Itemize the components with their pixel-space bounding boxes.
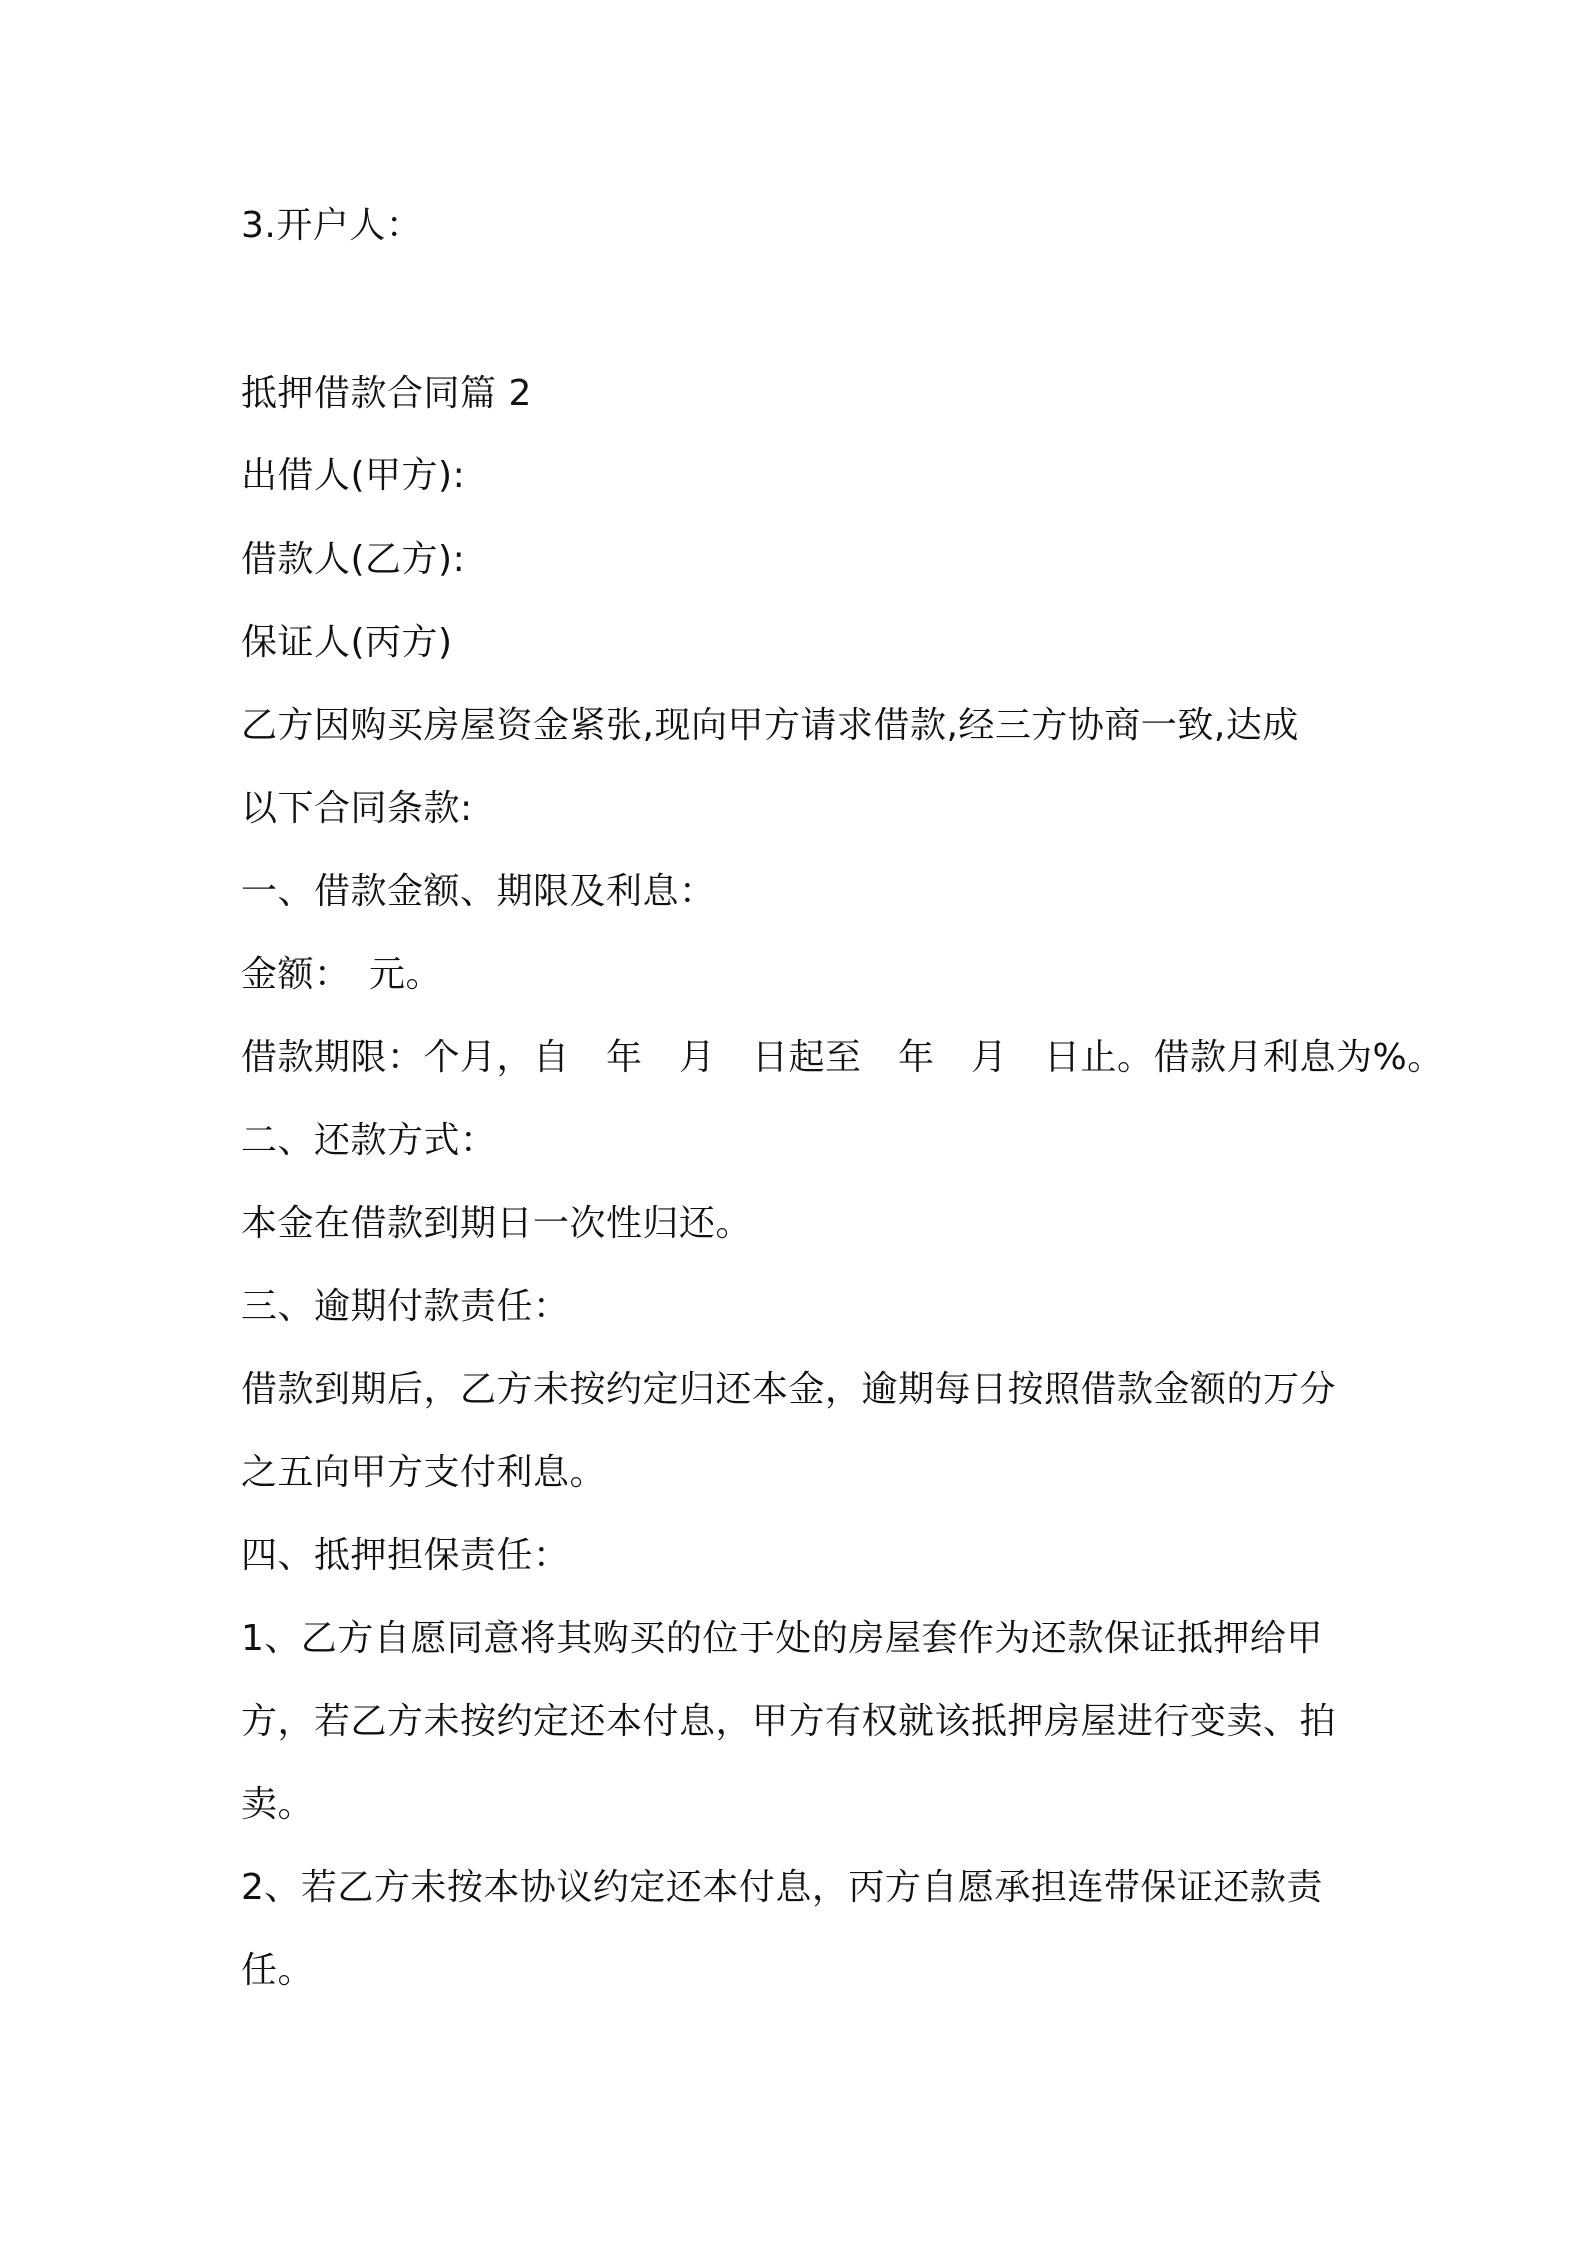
- clause-1-line-2: 方，若乙方未按约定还本付息，甲方有权就该抵押房屋进行变卖、拍: [241, 1701, 1337, 1742]
- amount-line: 金额： 元。: [241, 954, 443, 995]
- overdue-paragraph-line-1: 借款到期后，乙方未按约定归还本金，逾期每日按照借款金额的万分: [241, 1369, 1337, 1410]
- contract-title: 抵押借款合同篇 2: [241, 373, 532, 414]
- borrower-line: 借款人(乙方):: [241, 539, 466, 580]
- term-line: 借款期限：个月，自 年 月 日起至 年 月 日止。借款月利息为%。: [241, 1037, 1444, 1078]
- lender-line: 出借人(甲方):: [241, 455, 466, 496]
- clause-1-line-1: 1、乙方自愿同意将其购买的位于处的房屋套作为还款保证抵押给甲: [241, 1618, 1323, 1659]
- intro-paragraph-line-2: 以下合同条款:: [241, 788, 473, 829]
- section-2-heading: 二、还款方式：: [241, 1120, 497, 1161]
- overdue-paragraph-line-2: 之五向甲方支付利息。: [241, 1452, 607, 1493]
- section-3-heading: 三、逾期付款责任：: [241, 1286, 570, 1327]
- clause-2-line-1: 2、若乙方未按本协议约定还本付息，丙方自愿承担连带保证还款责: [241, 1867, 1323, 1908]
- account-holder-line: 3.开户人：: [241, 205, 423, 246]
- section-1-heading: 一、借款金额、期限及利息：: [241, 871, 716, 912]
- clause-2-line-2: 任。: [241, 1950, 315, 1991]
- intro-paragraph-line-1: 乙方因购买房屋资金紧张,现向甲方请求借款,经三方协商一致,达成: [241, 705, 1299, 746]
- repayment-line: 本金在借款到期日一次性归还。: [241, 1203, 753, 1244]
- guarantor-line: 保证人(丙方): [241, 622, 453, 663]
- clause-1-line-3: 卖。: [241, 1784, 315, 1825]
- section-4-heading: 四、抵押担保责任：: [241, 1535, 570, 1576]
